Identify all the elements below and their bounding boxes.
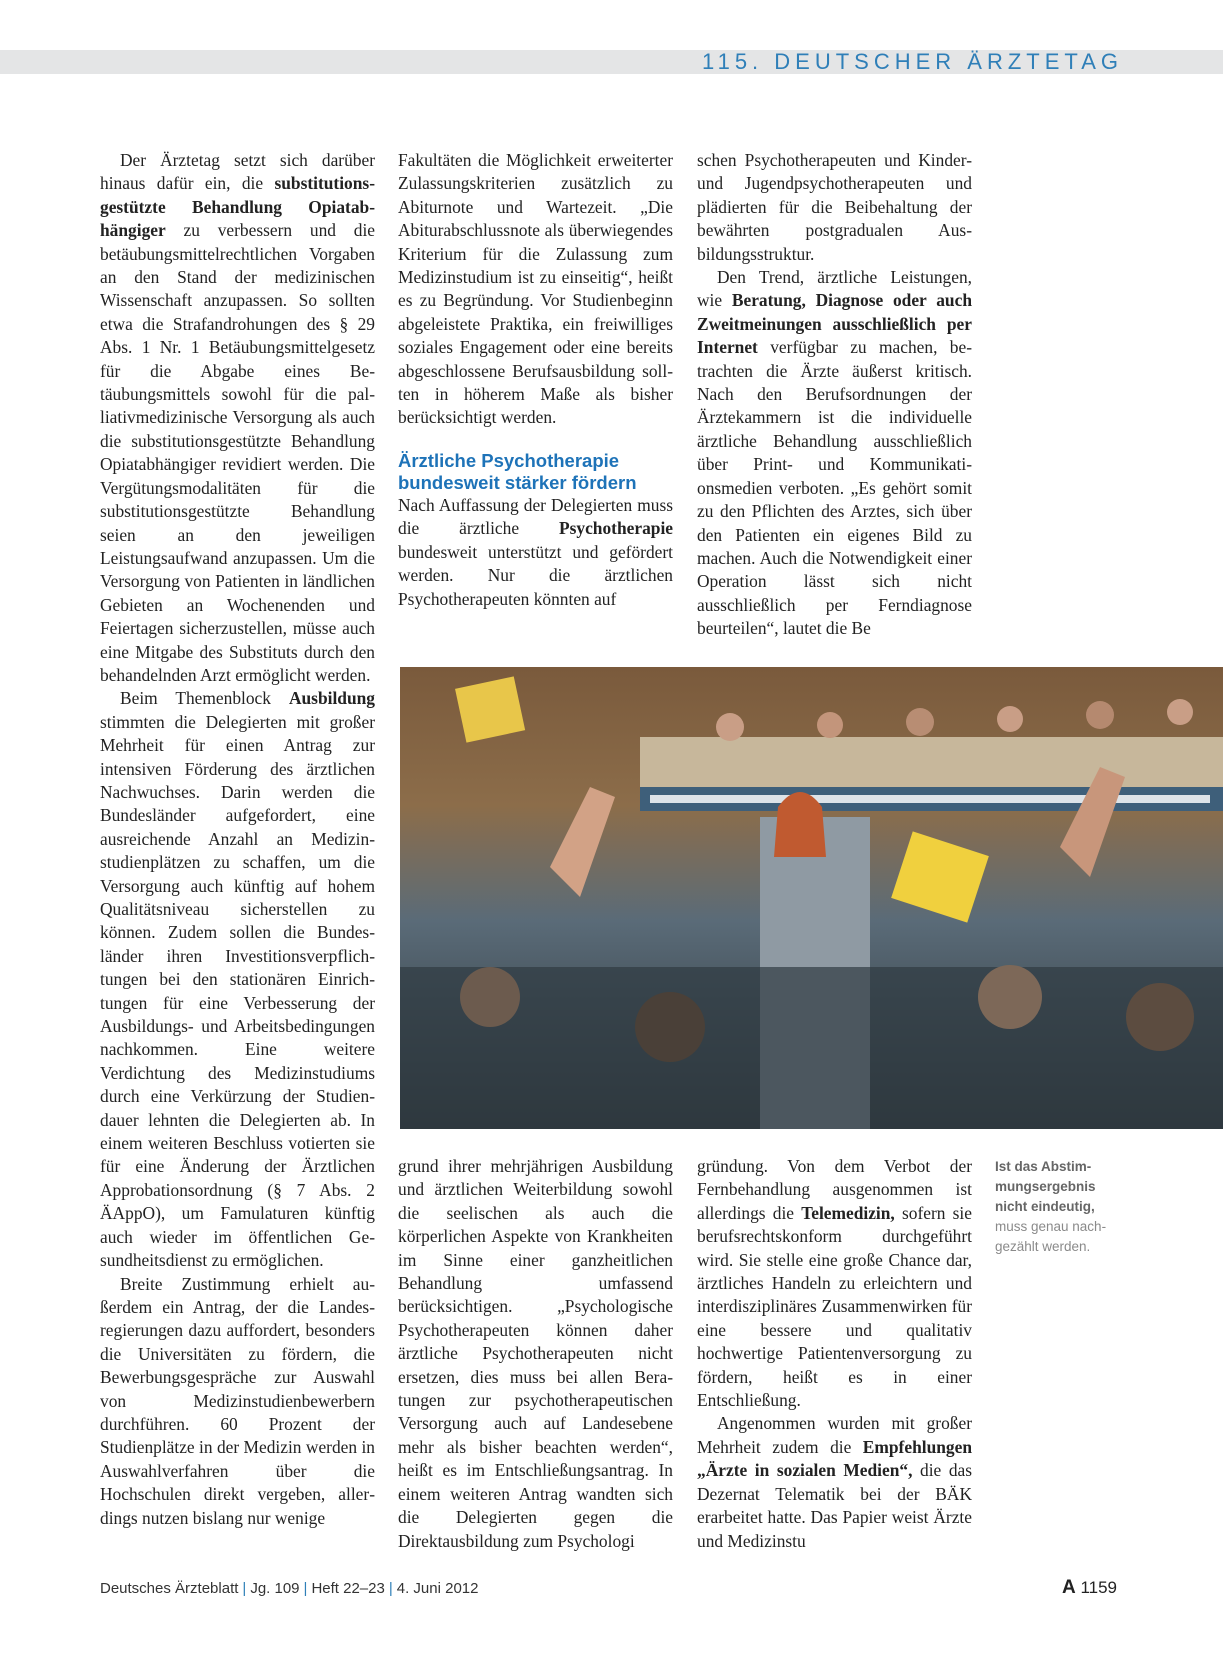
paragraph: Den Trend, ärztliche Leistungen, wie Beratung, Diagnose oder auch Zweitmeinungen ausschließlich per Internet verfügbar zu machen, betrachten die Ärzte äußerst kritisch. Nach den Berufsordnungen der Ärztekammern ist die individuelle ärztliche Behandlung ausschließlich über Print- und Kommunikationsmedien verboten. „Es gehört somit zu den Pflichten des Arztes, sich über den Patienten ein eigenes Bild zu machen. Auch die Notwendigkeit einer Operation lässt sich nicht ausschließlich per Ferndiagnose beurteilen“, lautet die Be [697, 267, 972, 639]
page-number: A 1159 [1061, 1577, 1117, 1598]
article-column-2-top [398, 149, 673, 611]
article-column-3-bottom [697, 1155, 972, 1553]
conference-voting-photo [400, 667, 1223, 1129]
photo-caption: Ist das Abstimmungsergebnis nicht eindeutig, muss genau nachgezählt werden. [995, 1159, 1107, 1254]
subheading: Ärztliche Psychotherapie bundesweit stärker fördern [398, 449, 637, 493]
article-column-3-top [697, 149, 972, 641]
paragraph: Breite Zustimmung erhielt außerdem ein Antrag, der die Landesregierungen dazu auffordert, besonders die Universitäten zu fördern, die Bewerbungsgespräche zur Auswahl von Medizinstudienbewerbern durchführen. 60 Prozent der Studienplätze in der Medizin werden in Auswahlverfahren über die Hochschulen direkt vergeben, allerdings nutzen bislang nur wenige [100, 1273, 375, 1528]
paragraph: Fakultäten die Möglichkeit erweiterter Zulassungskriterien zusätzlich zu Abiturnote und Wartezeit. „Die Abiturabschlussnote als überwiegendes Kriterium für die Zulassung zum Medizinstudium ist zu einseitig“, heißt es zu Begründung. Vor Studienbeginn abgeleistete Praktika, ein freiwilliges soziales Engagement oder eine bereits abgeschlossene Berufsausbildung sollten in höherem Maße als bisher berücksichtigt werden. [398, 150, 673, 428]
paragraph: Beim Themenblock Ausbildung stimmten die Delegierten mit großer Mehrheit für einen Antrag zur intensiven Förderung des ärztlichen Nachwuchses. Darin werden die Bundesländer aufgefordert, eine ausreichende Anzahl an Medizinstudienplätzen zu schaffen, um die Versorgung auch künftig auf hohem Qualitätsniveau sicherstellen zu können. Zudem sollen die Bundesländer ihren Investitionsverpflichtungen bei den stationären Einrichtungen für eine Verbesserung der Ausbildungs- und Arbeitsbedingungen nachkommen. Eine weitere Verdichtung des Medizinstudiums durch eine Verkürzung der Studiendauer lehnten die Delegierten ab. In einem weiteren Beschluss votierten sie für eine Änderung der Ärztlichen Approbationsordnung (§ 7 Abs. 2 ÄAppO), um Famulaturen künftig auch wieder im öffentlichen Gesundheitsdienst zu ermöglichen. [100, 688, 375, 1271]
paragraph: Der Ärztetag setzt sich darüber hinaus dafür ein, die substitutionsgestützte Behandlung Opiatabhängiger zu verbessern und die betäubungsmittelrechtlichen Vorgaben an den Stand der medizinischen Wissenschaft anzupassen. So sollten etwa die Strafandrohungen des § 29 Abs. 1 Nr. 1 Betäubungsmittelgesetz für die Abgabe eines Betäubungsmittels sowohl für die palliativmedizinische Versorgung als auch die substitutionsgestützte Behandlung Opiatabhängiger revidiert werden. Die Vergütungsmodalitäten für die substitutionsgestützte Behandlung seien an den jeweiligen Leistungsaufwand anzupassen. Um die Versorgung von Patienten in ländlichen Gebieten an Wochenenden und Feiertagen sicherzustellen, müsse auch eine Mitgabe des Substituts durch den behandelnden Arzt ermöglicht werden. [100, 150, 375, 685]
paragraph: Angenommen wurden mit großer Mehrheit zudem die Empfehlungen „Ärzte in sozialen Medien“, die das Dezernat Telematik bei der BÄK erarbeitet hatte. Das Papier weist Ärzte und Medizinstu [697, 1413, 973, 1551]
section-header-title: 115. DEUTSCHER ÄRZTETAG [701, 49, 1123, 74]
journal-volume: Jg. 109 [250, 1580, 300, 1597]
paragraph: schen Psychotherapeuten und Kinder- und Jugendpsychotherapeuten und plädierten für die Beibehaltung der bewährten postgradualen Ausbildungsstruktur. [697, 150, 972, 264]
paragraph: grund ihrer mehrjährigen Ausbildung und ärztlichen Weiterbildung sowohl die seelischen als auch die körperlichen Aspekte von Krankheiten im Sinne einer ganzheitlichen Behandlung umfassend berücksichtigen. „Psychologische Psychotherapeuten können daher ärztliche Psychotherapeuten nicht ersetzen, dies muss bei allen Beratungen zur psychotherapeutischen Versorgung auch auf Landesebene mehr als bisher beachten werden“, heißt es im Entschließungsantrag. In einem weiteren Antrag wandten sich die Delegierten gegen die Direktausbildung zum Psychologi [398, 1156, 673, 1551]
paragraph: gründung. Von dem Verbot der Fernbehandlung ausgenommen ist allerdings die Telemedizin, sofern sie berufsrechtskonform durchgeführt wird. Sie stelle eine große Chance dar, ärztliches Handeln zu erleichtern und interdisziplinäres Zusammenwirken für eine bessere und qualitativ hochwertige Patientenversorgung zu fördern, heißt es in einer Entschließung. [697, 1156, 972, 1411]
journal-name: Deutsches Ärzteblatt [100, 1580, 239, 1597]
article-column-2-bottom [398, 1155, 673, 1553]
paragraph: Nach Auffassung der Delegierten muss die ärztliche Psychotherapie bundesweit unterstützt und gefördert werden. Nur die ärztlichen Psychotherapeuten könnten auf [398, 494, 673, 609]
article-column-1 [100, 149, 375, 1530]
issue-date: 4. Juni 2012 [396, 1580, 479, 1597]
footer-citation: Deutsches Ärzteblatt | Jg. 109 | Heft 22–23 | 4. Juni 2012 [100, 1580, 479, 1597]
journal-issue: Heft 22–23 [311, 1580, 385, 1597]
